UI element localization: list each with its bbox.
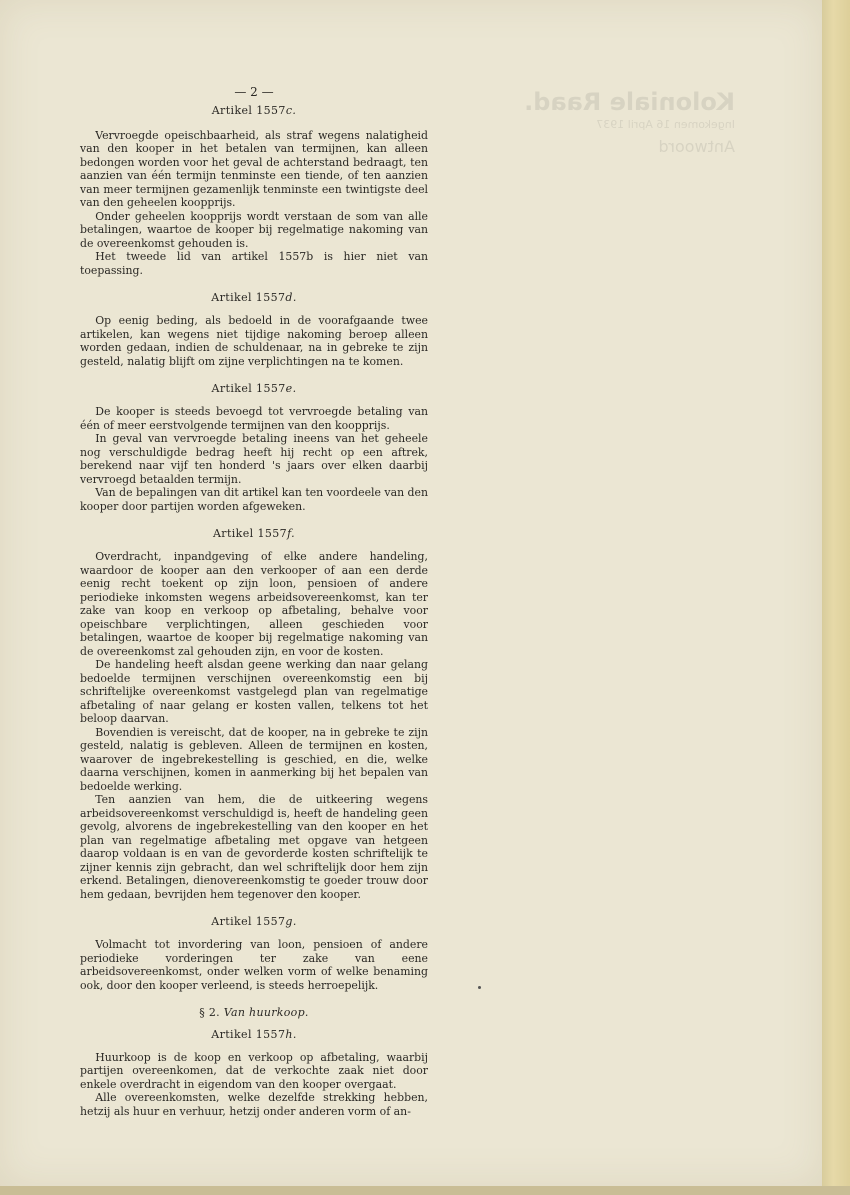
article-heading-d	[80, 291, 428, 305]
paragraph: Alle overeenkomsten, welke dezelfde strekking hebben, hetzij als huur en verhuur, hetzij onder anderen vorm of an-	[80, 1091, 428, 1118]
article-suffix: e.	[285, 382, 297, 395]
article-heading-e	[80, 382, 428, 396]
paper-edge-bottom	[0, 1186, 850, 1195]
paragraph: Volmacht tot invordering van loon, pensioen of andere periodieke vorderingen ter zake van eene arbeidsovereenkomst, onder welken vorm of welke benaming ook, door den kooper verleend, is steeds herroepelijk.	[80, 938, 428, 992]
paragraph: Van de bepalingen van dit artikel kan ten voordeele van den kooper door partijen worden afgeweken.	[80, 486, 428, 513]
paragraph: Het tweede lid van artikel 1557b is hier niet van toepassing.	[80, 250, 428, 277]
article-block-c	[80, 104, 428, 278]
article-block-d	[80, 291, 428, 368]
page-number: — 2 —	[234, 85, 274, 99]
article-block-e	[80, 382, 428, 513]
article-label: Artikel 1557	[211, 103, 286, 117]
article-label: Artikel 1557	[211, 382, 286, 395]
paragraph: De kooper is steeds bevoegd tot vervroegde betaling van één of meer eerstvolgende termijnen van den koopprijs.	[80, 405, 428, 432]
paragraph: Op eenig beding, als bedoeld in de voorafgaande twee artikelen, kan wegens niet tijdige nakoming beroep alleen worden gedaan, indien de schuldenaar, na in gebreke te zijn gesteld, nalatig blijft om zijne verplichtingen na te komen.	[80, 314, 428, 368]
article-heading-f	[80, 527, 428, 541]
paragraph: Onder geheelen koopprijs wordt verstaan de som van alle betalingen, waartoe de kooper bij regelmatige nakoming van de overeenkomst gehouden is.	[80, 209, 428, 250]
article-suffix: g.	[285, 915, 297, 928]
page-content	[80, 86, 428, 1132]
article-block-h	[80, 1028, 428, 1119]
article-label: Artikel 1557	[211, 291, 286, 304]
article-heading-g	[80, 915, 428, 929]
paragraph: De handeling heeft alsdan geene werking dan naar gelang bedoelde termijnen verschijnen overeenkomstig een bij schriftelijke overeenkomst vastgelegd plan van regelmatige afbetaling of naar gelang er kosten vallen, telkens tot het beloop daarvan.	[80, 658, 428, 725]
article-block-g	[80, 915, 428, 992]
bleed-line-1: Koloniale Raad.	[524, 88, 735, 116]
paragraph: Vervroegde opeischbaarheid, als straf wegens nalatigheid van den kooper in het betalen van termijnen, kan alleen bedongen worden voor het geval de achterstand bedraagt, ten aanzien van één termijn tenminste een tiende, of ten aanzien van meer termijnen gezamenlijk tenminste een twintigste deel van den geheelen koopprijs.	[80, 128, 428, 209]
paper-speck	[478, 986, 481, 989]
article-heading-h	[80, 1028, 428, 1042]
article-suffix: c.	[285, 103, 297, 117]
article-label: Artikel 1557	[211, 915, 286, 928]
paragraph: Bovendien is vereischt, dat de kooper, na in gebreke te zijn gesteld, nalatig is gebleven. Alleen de termijnen en kosten, waarover de ingebrekestelling is geschied, en die, welke daarna verschijnen, komen in aanmerking bij het bepalen van bedoelde werking.	[80, 725, 428, 793]
article-suffix: f.	[287, 527, 296, 540]
section-heading: Van huurkoop.	[223, 1006, 309, 1019]
article-suffix: d.	[285, 291, 297, 304]
paragraph: Overdracht, inpandgeving of elke andere handeling, waardoor de kooper aan den verkooper of aan een derde eenig recht toekent op zijn loon, pensioen of andere periodieke inkomsten wegens arbeidsovereenkomst, kan ter zake van koop en verkoop op afbetaling, behalve voor opeischbare verplichtingen, alleen geschieden voor betalingen, waartoe de kooper bij regelmatige nakoming van de overeenkomst zal gehouden zijn, en voor de kosten.	[80, 550, 428, 658]
bleed-line-2: Ingekomen 16 April 1937	[596, 118, 735, 131]
section-title	[80, 1006, 428, 1020]
article-heading-c	[80, 104, 428, 118]
article-label: Artikel 1557	[212, 527, 288, 540]
paragraph: Huurkoop is de koop en verkoop op afbetaling, waarbij partijen overeenkomen, dat de verkochte zaak niet door enkele overdracht in eigendom van den kooper overgaat.	[80, 1050, 428, 1091]
article-label: Artikel 1557	[211, 1027, 286, 1041]
article-block-f	[80, 527, 428, 901]
bleed-line-3: Antwoord	[658, 137, 735, 156]
paragraph: Ten aanzien van hem, die de uitkeering wegens arbeidsovereenkomst verschuldigd is, heeft de handeling geen gevolg, alvorens de ingebrekestelling van den kooper en het plan van regelmatige afbetaling met opgave van hetgeen daarop voldaan is en van de gevorderde kosten schriftelijk te zijner kennis zijn gebracht, dan wel schriftelijk door hem zijn erkend. Betalingen, dienovereenkomstig te goeder trouw door hem gedaan, bevrijden hem tegenover den kooper.	[80, 793, 428, 901]
paragraph: In geval van vervroegde betaling ineens van het geheele nog verschuldigde bedrag heeft hij recht op een aftrek, berekend naar vijf ten honderd 's jaars over elken daarbij vervroegd betaalden termijn.	[80, 432, 428, 486]
paper-edge-right	[822, 0, 850, 1195]
article-suffix: h.	[285, 1027, 297, 1041]
bleed-through-stamp	[505, 88, 735, 158]
section-label: § 2.	[199, 1006, 220, 1019]
